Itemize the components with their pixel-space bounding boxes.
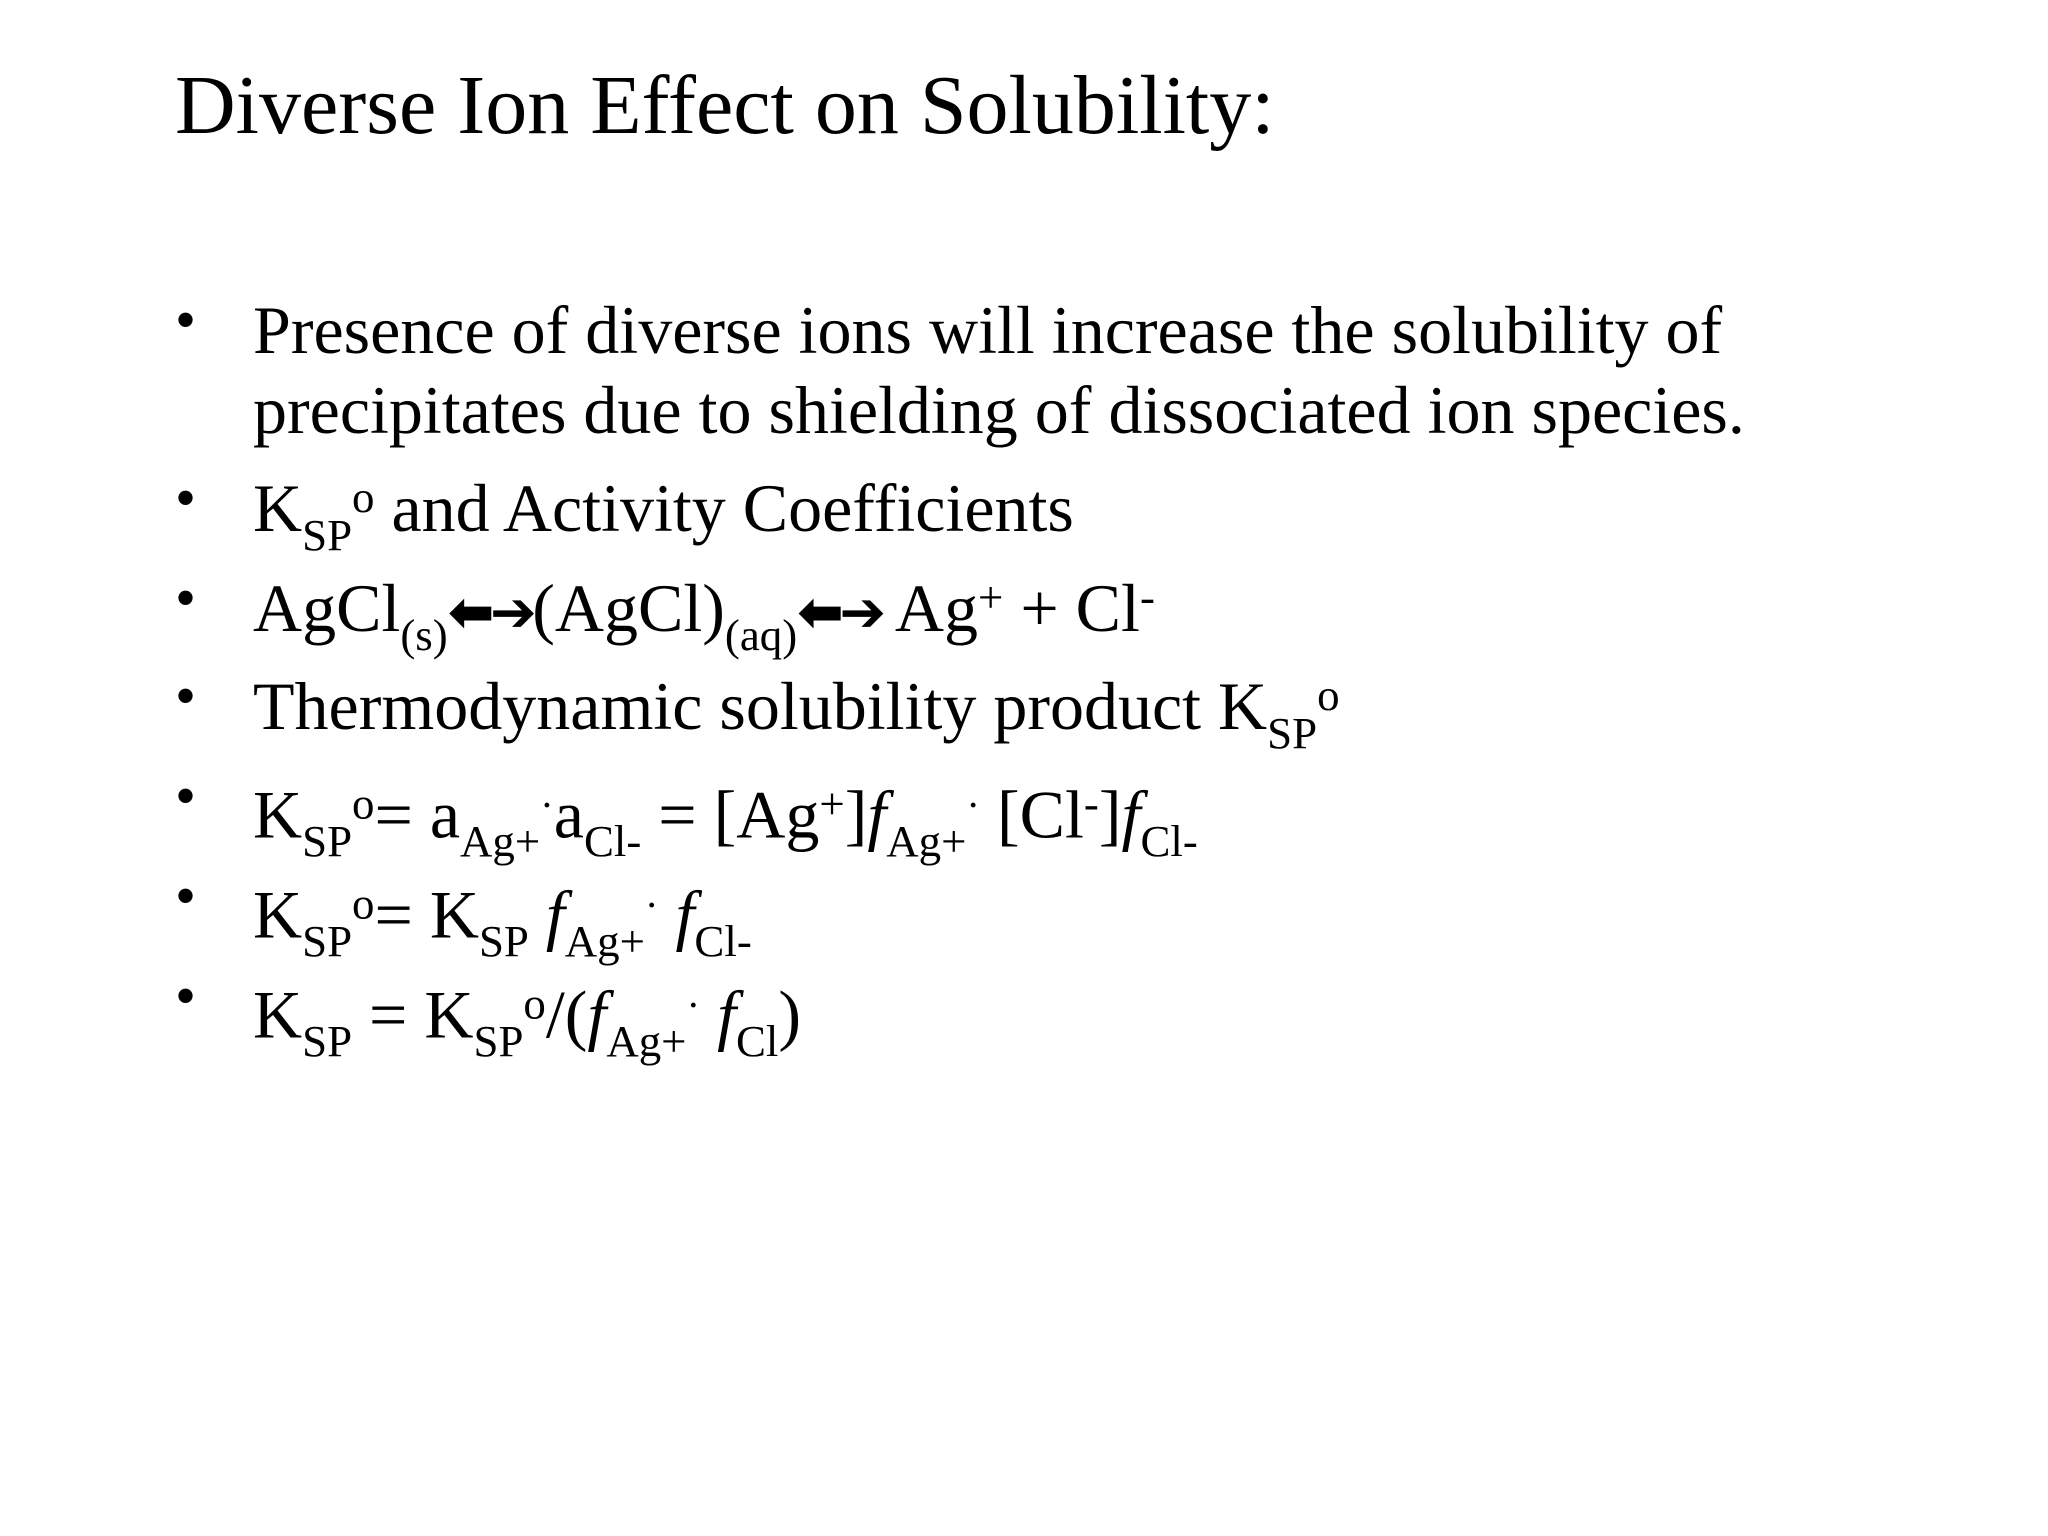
double-arrow-icon: ⬅➔: [447, 580, 533, 645]
bullet-text: Thermodynamic solubility product $K_{SP}^o$: [253, 668, 1340, 758]
bullet-icon: •: [175, 963, 197, 1029]
bullet-icon: •: [175, 287, 197, 353]
bullet-icon: •: [175, 863, 197, 929]
slide-title: Diverse Ion Effect on Solubility:: [175, 59, 1275, 152]
bullet-line-2: precipitates due to shielding of dissociated ion species.: [253, 372, 1745, 448]
equation-ksp-solved: $K_{SP} = K_{SP}^o/(f_{Ag+}^\cdot$ $f_{Cl}$): [253, 976, 802, 1067]
bullet-text: $K_{SP}^o$ and Activity Coefficients: [253, 470, 1074, 560]
bullet-icon: •: [175, 465, 197, 531]
bullet-line-1: Presence of diverse ions will increase the solubility of: [253, 292, 1723, 368]
bullet-icon: •: [175, 763, 197, 829]
equation-ksp-coefficients: $K_{SP}^o= K_{SP}$ $f_{Ag+}^\cdot$ $f_{Cl-}$: [253, 876, 752, 967]
bullet-text: [253, 290, 1745, 450]
bullet-icon: •: [175, 663, 197, 729]
bullet-icon: •: [175, 565, 197, 631]
equation-ksp-activities: $K_{SP}^o= a_{Ag+}^\cdot a_{Cl-} = [Ag^+]f_{Ag+}^\cdot$ $[Cl^-]f_{Cl-}$: [253, 776, 1198, 867]
double-arrow-icon: ⬅➔: [797, 580, 882, 645]
bullet-text: $AgCl_{(s)}⬅➔(AgCl)_{(aq)}⬅➔$ Ag+ + Cl-: [253, 570, 1155, 660]
